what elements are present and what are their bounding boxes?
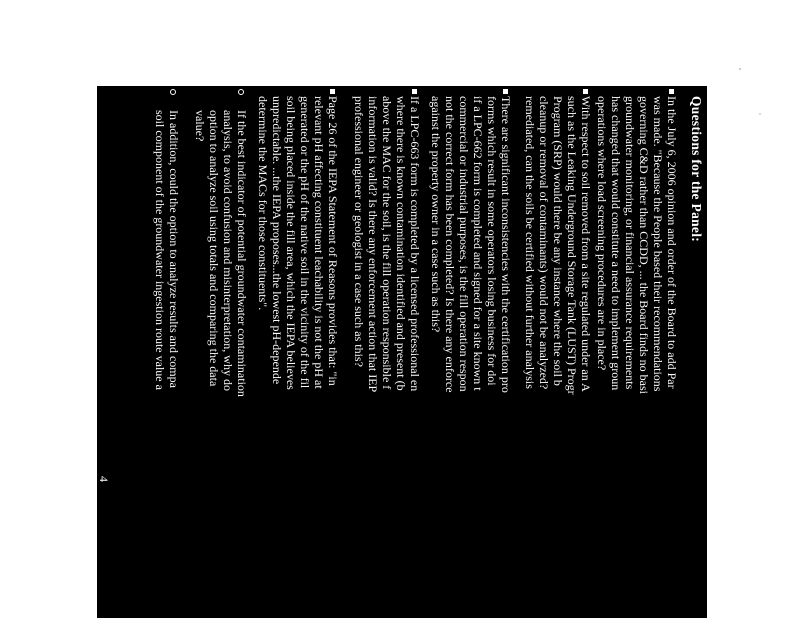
text-line: against the property owner in a case such as this?: [429, 96, 443, 333]
text-line: In addition, could the option to analyze results and compa: [167, 110, 181, 388]
page-content: [97, 86, 707, 618]
text-line: professional engineer or geologist in a case such as this?: [352, 96, 366, 367]
text-line: Page 26 of the IEPA Statement of Reasons provides that: "in: [326, 96, 340, 386]
text-line: governing C&D rather than CCDD, ... the Board finds no basi: [637, 96, 651, 394]
text-line: was made. "Because the People based their recommendations: [651, 96, 665, 392]
text-line: operations where load screening procedures are in place?: [595, 96, 609, 371]
bullet-marker: [583, 89, 588, 94]
text-line: analysis, to avoid confusion and misinterpretation, why do: [221, 110, 235, 391]
text-line: There are significant inconsistencies with the certification pro: [499, 96, 513, 393]
text-line: If a LPC-663 form is completed by a licensed professional en: [408, 96, 422, 392]
text-line: relevant pH affecting constituent leachability is not the pH at: [312, 96, 326, 389]
text-line: if a LPC-662 form is completed and signed for a site known t: [471, 96, 485, 391]
text-line: value?: [193, 110, 207, 142]
scanned-page: [97, 86, 707, 618]
text-line: determine the MACs for those constituents".: [256, 96, 270, 311]
bullet-marker: [669, 89, 674, 94]
text-line: not the correct form has been completed? Is there any enforce: [443, 96, 457, 393]
sub-bullet-marker: [170, 89, 176, 95]
text-line: With respect to soil removed from a site regulated under an A: [579, 96, 593, 392]
page-number: 4: [97, 476, 111, 482]
bullet-marker: [412, 89, 417, 94]
text-line: commercial or industrial purposes, is the fill operation respon: [457, 96, 471, 392]
sub-bullet-marker: [238, 89, 244, 95]
text-line: In the July 6, 2006 opinion and order of the Board to add Par: [665, 96, 679, 389]
text-line: has changed that would constitute a need to implement groun: [609, 96, 623, 391]
text-line: option to analyze soil using totals and comparing the data: [207, 110, 221, 387]
text-line: soil being placed inside the fill area, which the IEPA believes: [284, 96, 298, 390]
text-line: If the best indicator of potential groundwater contamination: [235, 110, 249, 397]
scan-speck: [759, 113, 761, 115]
text-line: cleanup or removal of contaminants) would not be analyzed?: [537, 96, 551, 390]
text-line: Program (SRP) would there be any instance where the soil b: [551, 96, 565, 386]
text-line: such as the Leaking Underground Storage Tank (LUST) Progr: [565, 96, 579, 395]
bullet-marker: [503, 89, 508, 94]
page-title: Questions for the Panel:: [689, 96, 704, 243]
text-line: groundwater monitoring, or financial assurance requirements: [623, 96, 637, 390]
text-line: soil component of the groundwater ingestion route value a: [153, 110, 167, 390]
text-line: unpredictable. ...the IEPA proposes...the lowest pH-depende: [270, 96, 284, 385]
text-line: above the MAC for the soil, is the fill operation responsible f: [380, 96, 394, 390]
text-line: remediated, can the soils be certified without further analysis: [523, 96, 537, 389]
scan-speck: [739, 68, 741, 70]
text-line: forms which result in some operators losing business for doi: [485, 96, 499, 386]
text-line: information is valid? Is there any enforcement action that IEP: [366, 96, 380, 393]
bullet-marker: [330, 89, 335, 94]
text-line: generated or the pH of the native soil in the vicinity of the fil: [298, 96, 312, 389]
text-line: where there is known contamination identified and present (b: [394, 96, 408, 391]
